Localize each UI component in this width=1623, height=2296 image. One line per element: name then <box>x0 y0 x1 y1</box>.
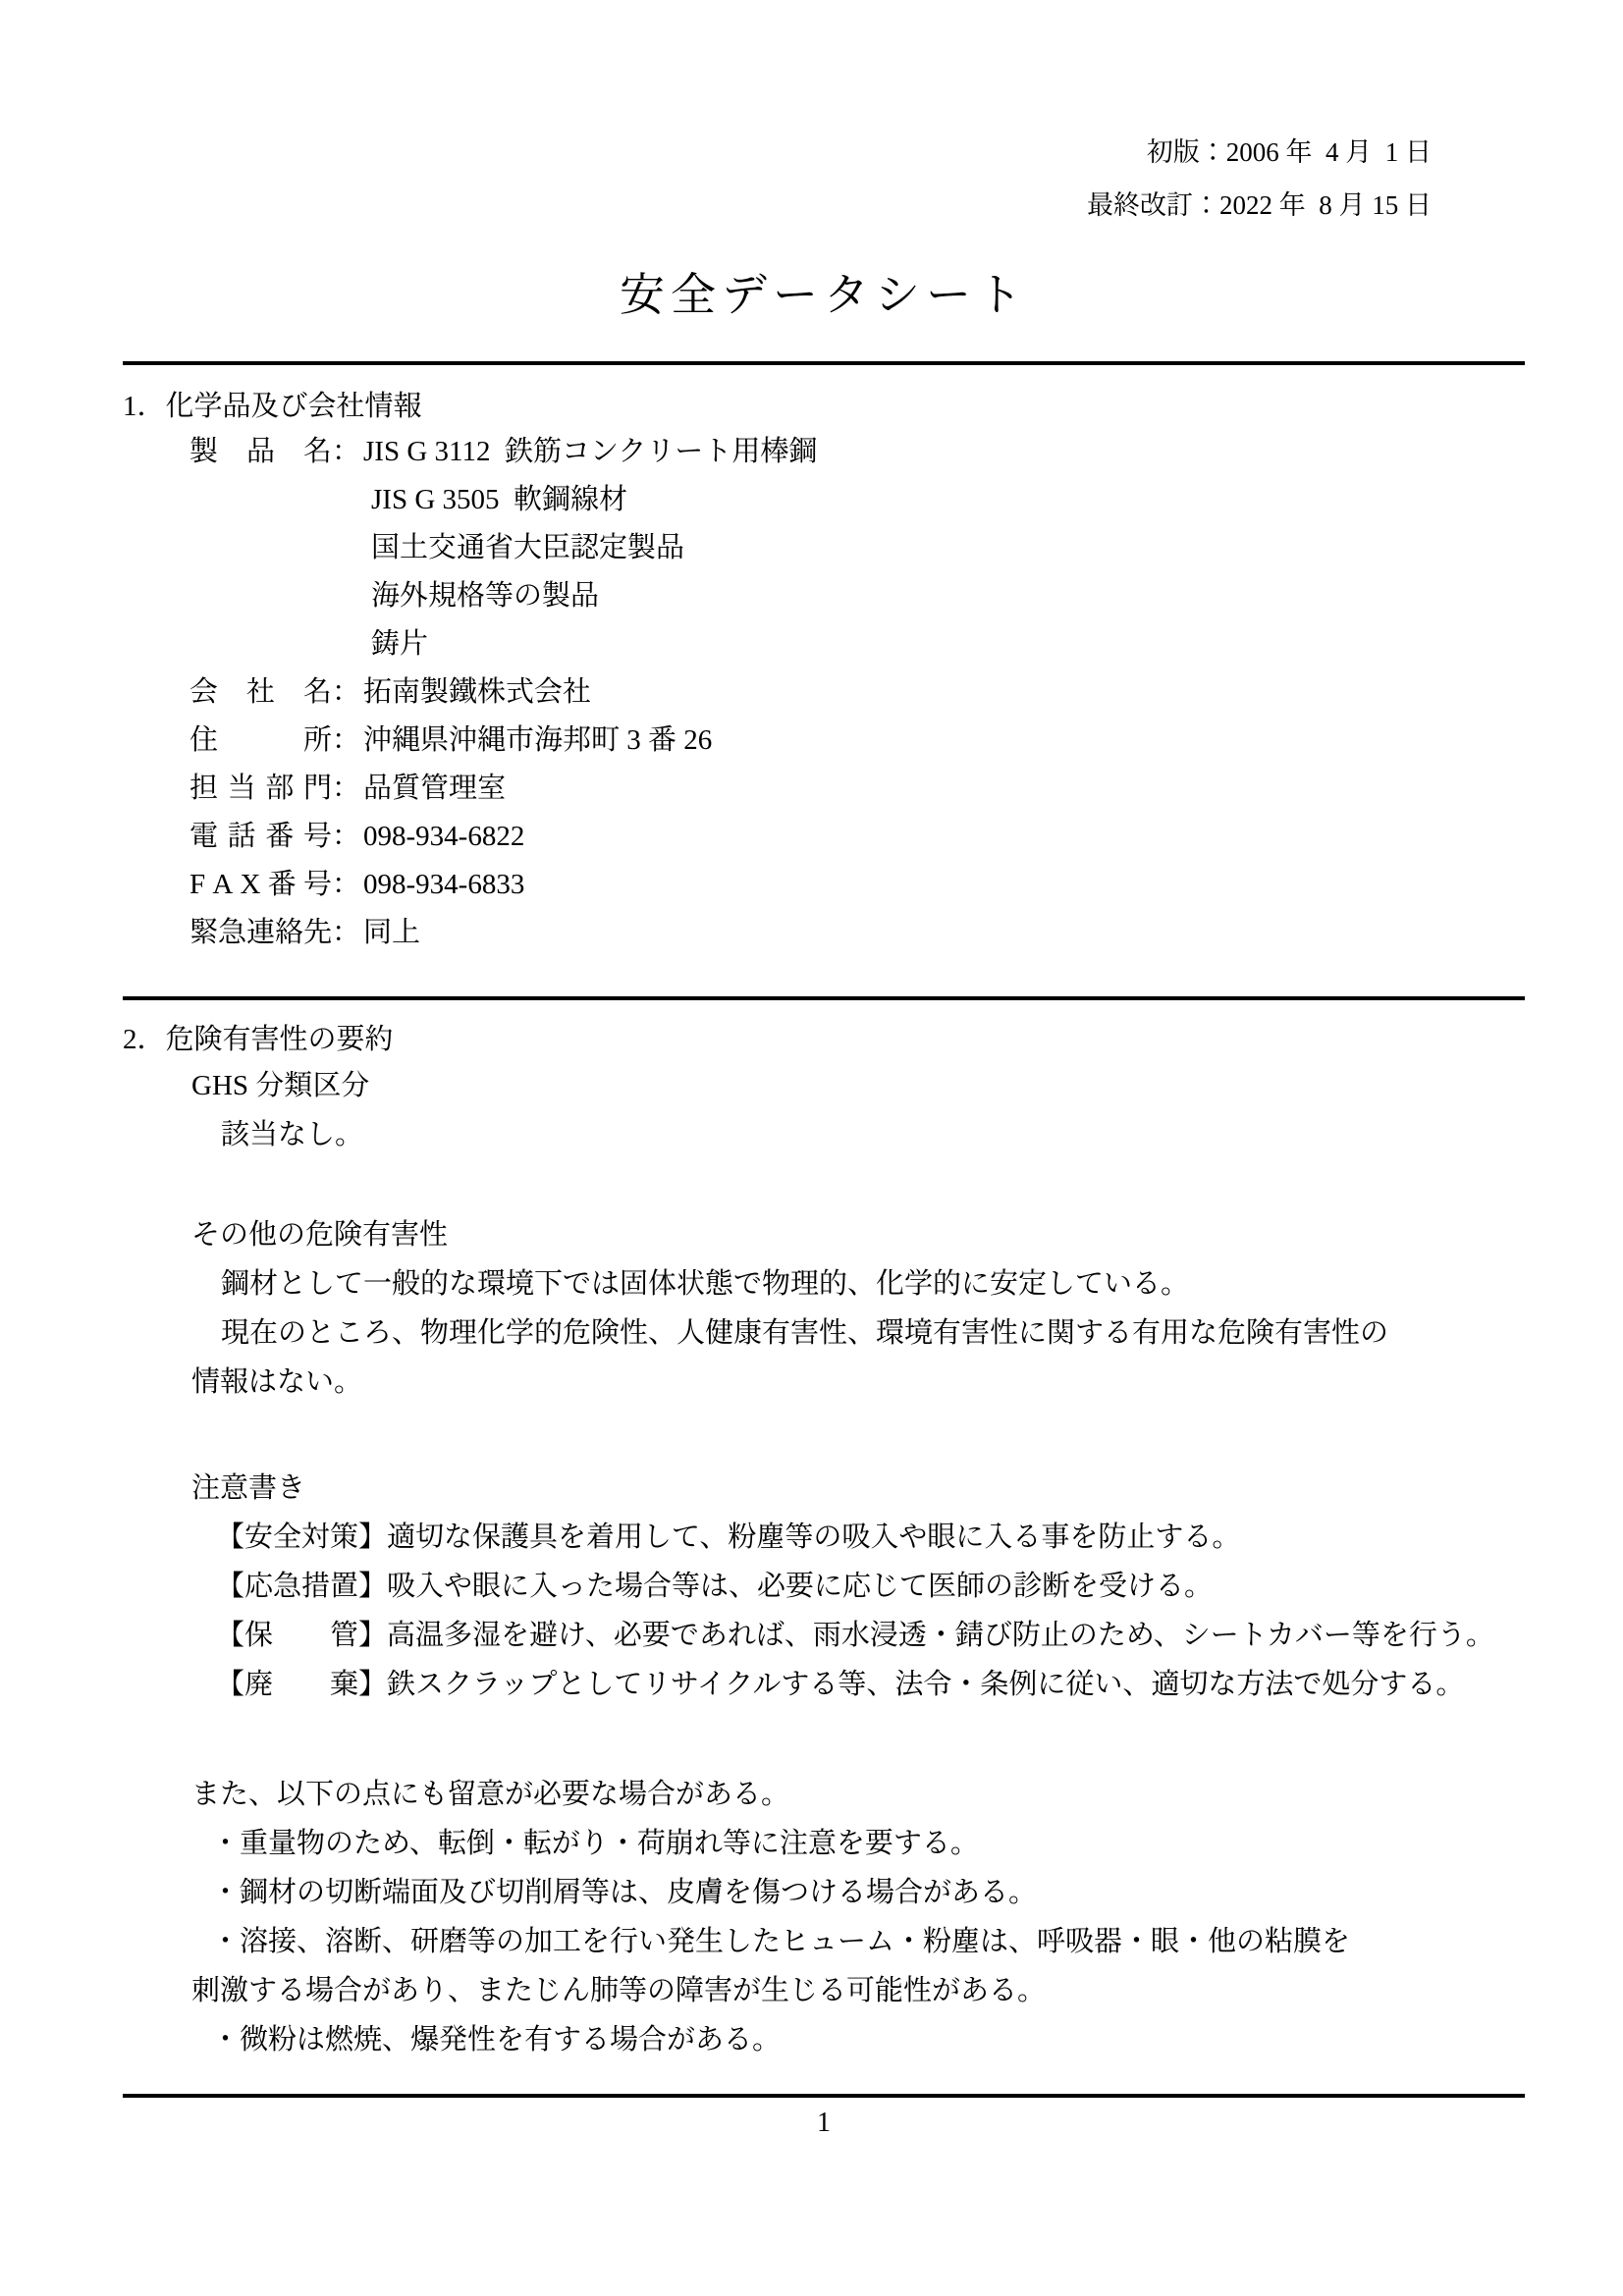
field-product-name <box>123 428 1525 476</box>
ghs-classification-value: 該当なし。 <box>221 1119 364 1150</box>
other-hazards-line: 現在のところ、物理化学的危険性、人健康有害性、環境有害性に関する有用な危険有害性の <box>221 1317 1389 1349</box>
product-name-label: 製 品 名 <box>189 436 332 467</box>
field-fax <box>123 861 1525 909</box>
fax-label: F A X 番 号 <box>189 869 332 900</box>
divider-section2 <box>123 996 1525 1000</box>
ghs-classification-heading: GHS 分類区分 <box>191 1070 370 1101</box>
precaution-text: 吸入や眼に入った場合等は、必要に応じて医師の診断を受ける。 <box>387 1571 1214 1602</box>
phone-value: 098-934-6822 <box>363 821 525 852</box>
field-colon: ： <box>332 724 361 756</box>
note-item: ・微粉は燃焼、爆発性を有する場合がある。 <box>211 2024 782 2056</box>
phone-label: 電 話 番 号 <box>189 821 332 852</box>
field-colon: ： <box>332 821 361 852</box>
product-name-value: 海外規格等の製品 <box>371 580 600 612</box>
field-emergency-contact <box>123 909 1525 957</box>
department-value: 品質管理室 <box>363 773 507 804</box>
field-department <box>123 765 1525 813</box>
precaution-safety <box>123 1513 1525 1562</box>
field-colon: ： <box>332 676 361 708</box>
page-number: 1 <box>817 2108 831 2138</box>
product-name-value: 鋳片 <box>371 628 429 660</box>
other-hazards-line: 情報はない。 <box>191 1366 363 1398</box>
note-intro: また、以下の点にも留意が必要な場合がある。 <box>191 1779 790 1810</box>
precaution-storage <box>123 1611 1525 1660</box>
product-name-value: JIS G 3505 軟鋼線材 <box>371 484 628 515</box>
note-item: ・重量物のため、転倒・転がり・荷崩れ等に注意を要する。 <box>211 1828 979 1859</box>
divider-top <box>123 361 1525 365</box>
field-colon: ： <box>332 917 361 948</box>
field-colon: ： <box>332 436 361 467</box>
address-value: 沖縄県沖縄市海邦町 3 番 26 <box>363 724 713 756</box>
field-company-name <box>123 668 1525 717</box>
section1-heading: 1．化学品及び会社情報 <box>123 391 422 422</box>
section-hazard-summary <box>123 1018 1525 2064</box>
precautionary-heading: 注意書き <box>191 1472 306 1504</box>
spacer <box>123 1407 1525 1464</box>
other-hazards-heading: その他の危険有害性 <box>191 1219 449 1251</box>
page-title: 安全データシート <box>620 270 1028 320</box>
note-item-continuation: 刺激する場合があり、またじん肺等の障害が生じる可能性がある。 <box>191 1975 1047 2006</box>
field-product-name-cont <box>123 620 1525 668</box>
field-product-name-cont <box>123 524 1525 572</box>
other-hazards-line: 鋼材として一般的な環境下では固体状態で物理的、化学的に安定している。 <box>221 1268 1190 1300</box>
precaution-text: 適切な保護具を着用して、粉塵等の吸入や眼に入る事を防止する。 <box>387 1522 1241 1553</box>
field-colon: ： <box>332 773 361 804</box>
note-item: ・溶接、溶断、研磨等の加工を行い発生したヒューム・粉塵は、呼吸器・眼・他の粘膜を <box>211 1926 1351 1957</box>
address-label: 住 所 <box>189 724 332 756</box>
precaution-label: 【安全対策】 <box>216 1522 388 1553</box>
company-name-value: 拓南製鐵株式会社 <box>363 676 592 708</box>
company-name-label: 会 社 名 <box>189 676 332 708</box>
precaution-label: 【廃 棄】 <box>216 1669 388 1700</box>
section-company-info <box>123 385 1525 957</box>
product-name-value: 国土交通省大臣認定製品 <box>371 532 685 563</box>
precaution-label: 【応急措置】 <box>216 1571 388 1602</box>
emergency-contact-value: 同上 <box>363 917 421 948</box>
precaution-text: 鉄スクラップとしてリサイクルする等、法令・条例に従い、適切な方法で処分する。 <box>387 1669 1465 1700</box>
last-revised-date: 最終改訂：2022 年 8 月 15 日 <box>1087 190 1432 220</box>
note-item: ・鋼材の切断端面及び切削屑等は、皮膚を傷つける場合がある。 <box>211 1877 1038 1908</box>
product-name-value: JIS G 3112 鉄筋コンクリート用棒鋼 <box>363 436 818 467</box>
precaution-disposal <box>123 1660 1525 1709</box>
spacer <box>123 1159 1525 1210</box>
revision-dates <box>123 126 1525 232</box>
fax-value: 098-934-6833 <box>363 869 525 900</box>
precaution-first-aid <box>123 1562 1525 1611</box>
precaution-text: 高温多湿を避け、必要であれば、雨水浸透・錆び防止のため、シートカバー等を行う。 <box>387 1620 1494 1651</box>
field-product-name-cont <box>123 476 1525 524</box>
spacer <box>123 1709 1525 1770</box>
field-phone <box>123 813 1525 861</box>
department-label: 担 当 部 門 <box>189 773 332 804</box>
section2-heading: 2．危険有害性の要約 <box>123 1024 394 1055</box>
field-address <box>123 717 1525 765</box>
field-product-name-cont <box>123 572 1525 620</box>
emergency-contact-label: 緊 急 連 絡 先 <box>189 917 333 948</box>
precaution-label: 【保 管】 <box>216 1620 388 1651</box>
first-edition-date: 初版：2006 年 4 月 1 日 <box>1146 137 1432 167</box>
field-colon: ： <box>332 869 361 900</box>
